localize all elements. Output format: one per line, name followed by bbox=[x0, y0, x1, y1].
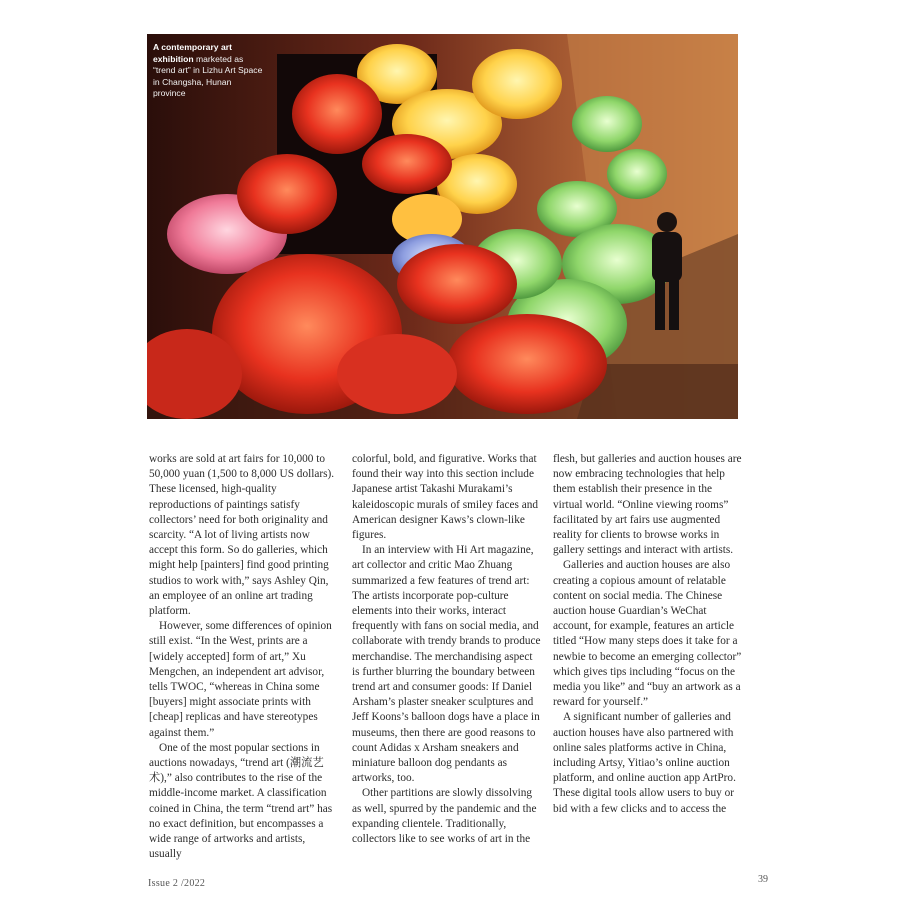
text-column-1 bbox=[149, 452, 336, 862]
paragraph: flesh, but galleries and auction houses are now embracing technologies that help them establish their presence in the virtual world. “Online viewing rooms” facilitated by art fairs use augmented reality for clients to browse works in gallery settings and interact with artists. bbox=[553, 453, 742, 557]
paragraph: colorful, bold, and figurative. Works that found their way into this section include Japanese artist Takashi Murakami’s kaleidoscopic murals of smiley faces and American designer Kaws’s clown-like figures. bbox=[352, 453, 539, 542]
paragraph: Other partitions are slowly dissolving as well, spurred by the pandemic and the expanding clientele. Traditionally, collectors like to see works of art in the bbox=[352, 787, 537, 846]
paragraph: However, some differences of opinion still exist. “In the West, prints are a [widely accepted] form of art,” Xu Mengchen, an independent art advisor, tells TWOC, “whereas in China some [buyers] might associate prints with [cheap] replicas and have stereotypes against them.” bbox=[149, 620, 332, 739]
photo-caption bbox=[153, 42, 263, 100]
caption-bold: A contemporary art exhibition bbox=[153, 42, 232, 64]
text-column-3 bbox=[553, 452, 743, 817]
text-column-2 bbox=[352, 452, 542, 847]
paragraph: Galleries and auction houses are also creating a copious amount of relatable content on social media. The Chinese auction house Guardian’s WeChat account, for example, features an article titled “How many steps does it take for a newbie to become an emerging collector” which gives tips including “focus on the media you like” and “buy an artwork as a reward for yourself.” bbox=[553, 559, 742, 709]
paragraph: A significant number of galleries and auction houses have also partnered with online sales platforms active in China, including Artsy, Yitiao’s online auction platform, and online auction app ArtPro. These digital tools allow users to buy or bid with a few clicks and to access the bbox=[553, 711, 736, 815]
paragraph: In an interview with Hi Art magazine, art collector and critic Mao Zhuang summarized a few features of trend art: The artists incorporate pop-culture elements into their works, interact frequently with fans on social media, and collaborate with trendy brands to produce merchandise. The merchandising aspect is further blurring the boundary between trend art and consumer goods: If Daniel Arsham’s plaster sneaker sculptures and Jeff Koons’s balloon dogs have a place in museums, then there are good reasons to count Adidas x Arsham sneakers and miniature balloon dog pendants as artworks, too. bbox=[352, 544, 541, 785]
paragraph: works are sold at art fairs for 10,000 to 50,000 yuan (1,500 to 8,000 US dollars). These licensed, high-quality reproductions of paintings satisfy collectors’ need for both originality and scarcity. “A lot of living artists now accept this form. So do galleries, which might help [painters] find good printing studios to work with,” says Ashley Qin, an employee of an online art trading platform. bbox=[149, 453, 335, 618]
caption-text: marketed as “trend art” in Lizhu Art Space in Changsha, Hunan province bbox=[153, 53, 263, 98]
page-number: 39 bbox=[758, 874, 768, 885]
issue-label: Issue 2 /2022 bbox=[148, 878, 206, 889]
paragraph: One of the most popular sections in auctions nowadays, “trend art (潮流艺术),” also contributes to the rise of the middle-income market. A classification coined in China, the term “trend art” has no exact definition, but encompasses a wide range of artworks and artists, usually bbox=[149, 741, 333, 861]
